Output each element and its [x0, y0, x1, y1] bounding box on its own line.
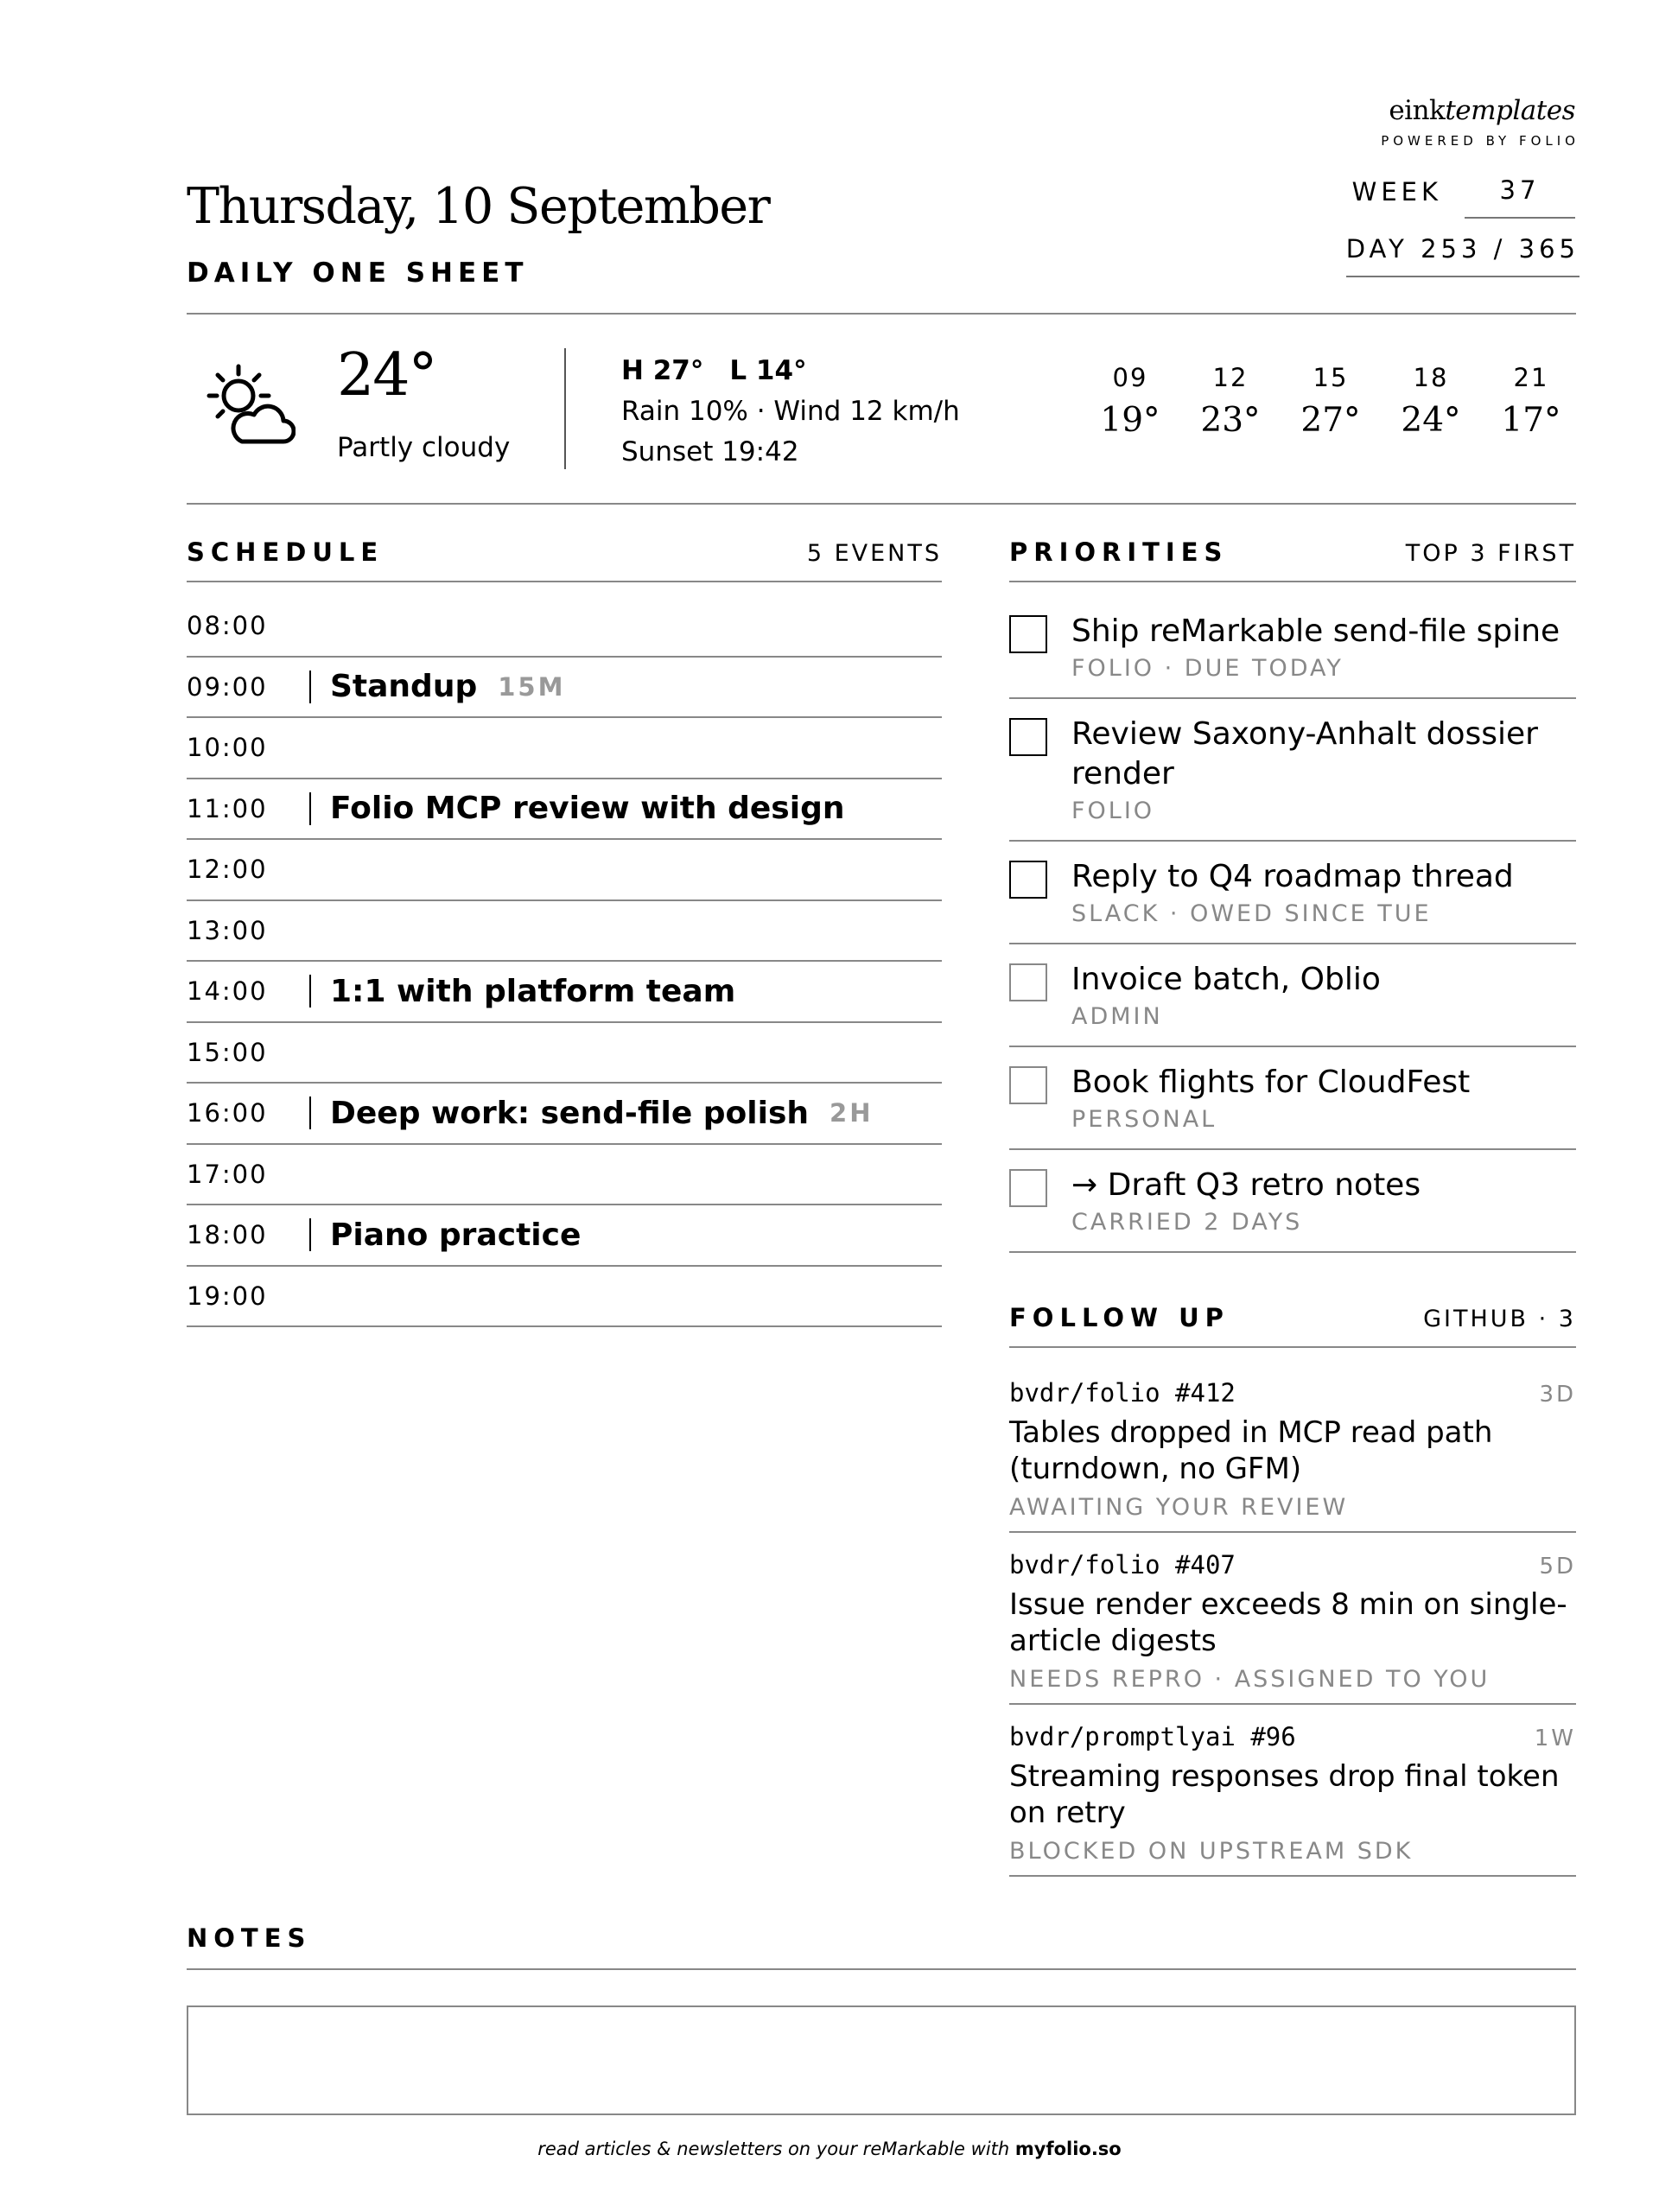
- priority-text: Review Saxony-Anhalt dossier render: [1071, 716, 1538, 791]
- priority-text: → Draft Q3 retro notes: [1071, 1167, 1421, 1203]
- priority-checkbox[interactable]: [1009, 1066, 1047, 1104]
- hourly-item: [1481, 363, 1581, 440]
- hourly-item: [1180, 363, 1281, 440]
- schedule-event[interactable]: Folio MCP review with design: [330, 791, 845, 827]
- followup-title: Issue render exceeds 8 min on single-article digests: [1009, 1587, 1567, 1658]
- schedule-count: 5 EVENTS: [806, 540, 942, 567]
- brand-tagline: POWERED BY FOLIO: [1381, 133, 1580, 149]
- priority-text: Ship reMarkable send-file spine: [1071, 613, 1560, 649]
- schedule-header: [187, 537, 942, 582]
- schedule-row: [187, 1084, 942, 1145]
- rain-wind: Rain 10% · Wind 12 km/h: [621, 396, 960, 427]
- hourly-temp: 17°: [1501, 401, 1561, 440]
- hourly-temp: 23°: [1200, 401, 1261, 440]
- priority-text: Book flights for CloudFest: [1071, 1065, 1471, 1100]
- hourly-hour: 18: [1413, 363, 1449, 392]
- schedule-row: [187, 596, 942, 658]
- hourly-item: [1080, 363, 1180, 440]
- day-value: 253 / 365: [1421, 234, 1580, 264]
- brand-name-regular: eink: [1389, 95, 1446, 126]
- priority-checkbox[interactable]: [1009, 861, 1047, 899]
- week-row: [1316, 175, 1575, 219]
- priority-subtext: PERSONAL: [1071, 1106, 1217, 1133]
- schedule-row: [187, 840, 942, 901]
- schedule-time: 15:00: [187, 1037, 268, 1067]
- priority-item: [1009, 699, 1576, 842]
- sunset-time: Sunset 19:42: [621, 436, 799, 467]
- schedule-event[interactable]: Piano practice: [330, 1217, 582, 1253]
- followup-status: AWAITING YOUR REVIEW: [1009, 1494, 1349, 1521]
- priority-item: [1009, 842, 1576, 944]
- priority-body: [1071, 612, 1560, 697]
- schedule-time: 11:00: [187, 793, 268, 823]
- priority-item: [1009, 1150, 1576, 1253]
- high-low: [621, 351, 960, 391]
- schedule-time: 12:00: [187, 855, 268, 885]
- week-label: WEEK: [1351, 177, 1442, 207]
- priority-item: [1009, 596, 1576, 699]
- followup-title: FOLLOW UP: [1009, 1303, 1230, 1332]
- week-day-block: [1316, 175, 1580, 277]
- footer: [0, 2139, 1659, 2159]
- followup-repo: bvdr/promptlyai #96: [1009, 1722, 1296, 1751]
- priority-body: [1071, 1063, 1470, 1148]
- weather-details: [621, 351, 960, 473]
- priorities-header: [1009, 537, 1576, 582]
- priority-subtext: SLACK · OWED SINCE TUE: [1071, 900, 1432, 927]
- schedule-row: [187, 1267, 942, 1328]
- priority-subtext: CARRIED 2 DAYS: [1071, 1209, 1303, 1236]
- hourly-temp: 24°: [1401, 401, 1461, 440]
- priority-subtext: FOLIO · DUE TODAY: [1071, 655, 1344, 682]
- sheet-label: DAILY ONE SHEET: [187, 257, 529, 289]
- header-divider: [187, 313, 1576, 315]
- hourly-hour: 09: [1112, 363, 1148, 392]
- schedule-row: [187, 779, 942, 841]
- followup-age: 1W: [1534, 1726, 1576, 1751]
- weather-condition: Partly cloudy: [337, 432, 511, 463]
- priority-subtext: ADMIN: [1071, 1003, 1163, 1030]
- schedule-event[interactable]: Deep work: send-file polish: [330, 1095, 810, 1131]
- priorities-title: PRIORITIES: [1009, 537, 1229, 567]
- hourly-temp: 27°: [1300, 401, 1361, 440]
- priority-body: [1071, 857, 1514, 943]
- schedule-row: [187, 1205, 942, 1267]
- followup-top: [1009, 1378, 1576, 1408]
- day-value-wrap: [1346, 234, 1580, 277]
- hourly-item: [1281, 363, 1381, 440]
- schedule-title: SCHEDULE: [187, 537, 385, 567]
- followup-status: BLOCKED ON UPSTREAM SDK: [1009, 1838, 1414, 1865]
- schedule-row: [187, 718, 942, 779]
- notes-box[interactable]: [187, 2005, 1576, 2115]
- schedule-time: 16:00: [187, 1098, 268, 1128]
- schedule-row: [187, 962, 942, 1023]
- schedule-time: 14:00: [187, 976, 268, 1007]
- event-duration: 2H: [830, 1098, 874, 1128]
- priority-checkbox[interactable]: [1009, 615, 1047, 653]
- event-marker: [309, 671, 311, 703]
- followup-list: [1009, 1361, 1576, 1877]
- priority-body: [1071, 1166, 1421, 1251]
- schedule-row: [187, 1145, 942, 1206]
- day-label: DAY: [1345, 234, 1408, 264]
- weather-divider: [564, 348, 566, 469]
- hourly-item: [1381, 363, 1481, 440]
- event-marker: [309, 1096, 311, 1129]
- priorities-meta: TOP 3 FIRST: [1405, 540, 1576, 567]
- schedule-time: 17:00: [187, 1159, 268, 1189]
- followup-header: [1009, 1303, 1576, 1348]
- hourly-hour: 12: [1212, 363, 1249, 392]
- schedule-event[interactable]: 1:1 with platform team: [330, 973, 736, 1009]
- weather-divider-bottom: [187, 503, 1576, 505]
- priority-checkbox[interactable]: [1009, 963, 1047, 1001]
- high-temp: H 27°: [621, 355, 704, 386]
- event-marker: [309, 975, 311, 1007]
- followup-title: Streaming responses drop final token on retry: [1009, 1759, 1560, 1830]
- notes-header: [187, 1923, 1576, 1970]
- schedule-list: [187, 596, 942, 1327]
- hourly-temp: 19°: [1100, 401, 1160, 440]
- event-marker: [309, 792, 311, 825]
- schedule-time: 08:00: [187, 611, 268, 641]
- priority-body: [1071, 960, 1381, 1046]
- followup-meta: GITHUB · 3: [1423, 1306, 1576, 1332]
- partly-cloudy-icon: [200, 361, 296, 448]
- brand-logo: [1381, 95, 1580, 149]
- hourly-forecast: [1080, 363, 1581, 440]
- low-temp: L 14°: [729, 355, 807, 386]
- followup-repo: bvdr/folio #407: [1009, 1550, 1236, 1580]
- day-row: [1316, 234, 1580, 277]
- schedule-time: 18:00: [187, 1220, 268, 1250]
- schedule-row: [187, 1023, 942, 1084]
- hourly-hour: 21: [1513, 363, 1549, 392]
- followup-top: [1009, 1550, 1576, 1580]
- footer-link[interactable]: myfolio.so: [1014, 2139, 1122, 2159]
- followup-repo: bvdr/folio #412: [1009, 1378, 1236, 1408]
- brand-name-italic: templates: [1445, 95, 1575, 126]
- priorities-list: [1009, 596, 1576, 1253]
- page-title: Thursday, 10 September: [187, 178, 770, 235]
- event-marker: [309, 1218, 311, 1251]
- priority-text: Invoice batch, Oblio: [1071, 962, 1381, 997]
- priority-item: [1009, 944, 1576, 1047]
- schedule-time: 10:00: [187, 733, 268, 763]
- priority-checkbox[interactable]: [1009, 1169, 1047, 1207]
- footer-text: read articles & newsletters on your reMarkable with: [537, 2139, 1015, 2159]
- priority-item: [1009, 1047, 1576, 1150]
- followup-top: [1009, 1722, 1576, 1751]
- schedule-row: [187, 658, 942, 719]
- followup-status: NEEDS REPRO · ASSIGNED TO YOU: [1009, 1666, 1491, 1693]
- priority-subtext: FOLIO: [1071, 798, 1155, 824]
- followup-item[interactable]: [1009, 1361, 1576, 1533]
- schedule-time: 13:00: [187, 915, 268, 945]
- schedule-row: [187, 901, 942, 963]
- followup-item[interactable]: [1009, 1705, 1576, 1877]
- followup-age: 5D: [1539, 1554, 1576, 1580]
- schedule-event[interactable]: Standup: [330, 669, 478, 705]
- followup-item[interactable]: [1009, 1533, 1576, 1705]
- week-value: 37: [1465, 175, 1575, 219]
- notes-title: NOTES: [187, 1923, 312, 1953]
- schedule-time: 09:00: [187, 671, 268, 702]
- followup-title: Tables dropped in MCP read path (turndown, no GFM): [1009, 1415, 1493, 1486]
- priority-text: Reply to Q4 roadmap thread: [1071, 859, 1514, 894]
- followup-age: 3D: [1539, 1382, 1576, 1408]
- priority-body: [1071, 715, 1576, 840]
- priority-checkbox[interactable]: [1009, 718, 1047, 756]
- brand-name: [1381, 95, 1575, 126]
- hourly-hour: 15: [1313, 363, 1349, 392]
- current-temperature: 24°: [337, 341, 436, 410]
- event-duration: 15M: [498, 671, 566, 702]
- schedule-time: 19:00: [187, 1281, 268, 1311]
